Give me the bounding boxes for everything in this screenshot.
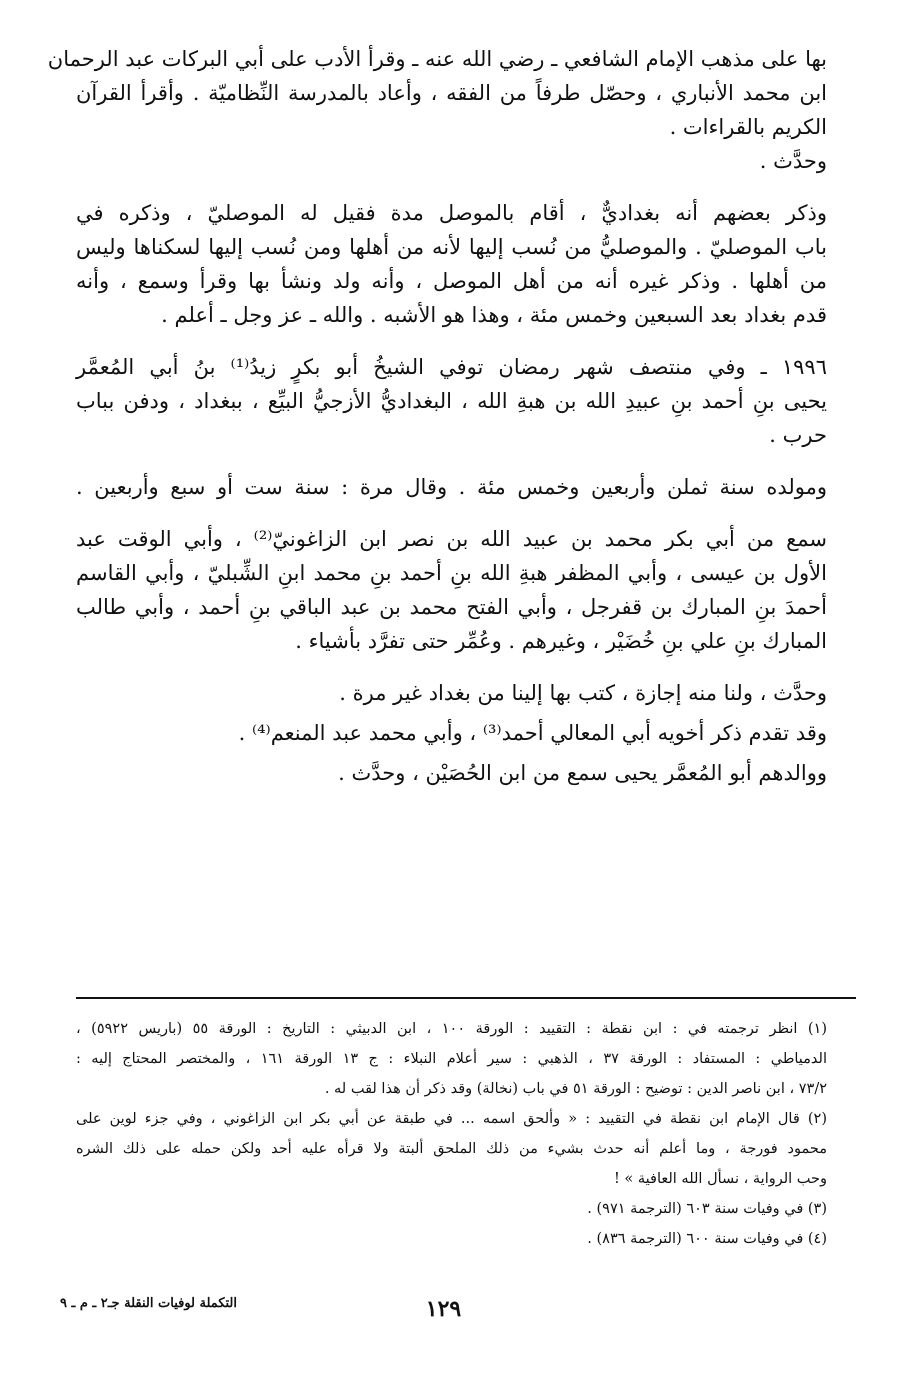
text-line: سمع من أبي بكر محمد بن عبيد الله بن نصر ابن الزاغونيّ⁽²⁾ ، وأبي الوقت عبد — [76, 527, 828, 551]
running-title: التكملة لوفيات النقلة جـ٢ ـ م ـ ٩ — [60, 1296, 237, 1311]
text-line: وذكر بعضهم أنه بغداديٌّ ، أقام بالموصل مدة فقيل له الموصليّ ، وذكره في — [76, 201, 827, 225]
paragraph-1 — [47, 42, 827, 178]
text-line: من أهلها . وذكر غيره أنه من أهل الموصل ، وأنه ولد ونشأ بها وقرأ وسمع ، وأنه — [76, 269, 827, 293]
text-line: بها على مذهب الإمام الشافعي ـ رضي الله عنه ـ وقرأ الأدب على أبي البركات عبد الرحمان — [47, 47, 827, 71]
text-line: حرب . — [769, 423, 827, 447]
text-line: باب الموصليّ . والموصليُّ من نُسب إليها لأنه من أهلها ومن نُسب إليها لسكناها وليس — [76, 235, 827, 259]
footnote-line: محمود فورجة ، وما أعلم أنه حدث بشيء من ذلك الملحق ألبتة ولا قرأه عليه أحد ولكن حمله على ذلك الشره — [76, 1141, 827, 1157]
text-line: وقد تقدم ذكر أخويه أبي المعالي أحمد⁽³⁾ ، وأبي محمد عبد المنعم⁽⁴⁾ . — [238, 721, 827, 745]
footnote-line: (٣) في وفيات سنة ٦٠٣ (الترجمة ٩٧١) . — [587, 1201, 827, 1217]
text-line: وحدَّث . — [759, 149, 827, 173]
text-line: يحيى بنِ أحمد بنِ عبيدِ الله بن هبةِ الله ، البغداديُّ الأزجيُّ البيِّع ، ببغداد ، ودفن بباب — [76, 389, 827, 413]
paragraph-father — [76, 756, 827, 790]
footnote-separator — [76, 997, 856, 999]
text-line: الكريم بالقراءات . — [669, 115, 827, 139]
text-line: قدم بغداد بعد السبعين وخمس مئة ، وهذا هو الأشبه . والله ـ عز وجل ـ أعلم . — [161, 303, 827, 327]
text-line: المبارك بنِ علي بنِ خُضَيْر ، وغيرهم . وعُمِّر حتى تفرَّد بأشياء . — [295, 629, 827, 653]
entry-1996 — [76, 350, 827, 452]
text-line: ابن محمد الأنباري ، وحصّل طرفاً من الفقه ، وأعاد بالمدرسة النِّظاميّة . وأقرأ القرآن — [76, 81, 827, 105]
footnote-line: ٧٣/٢ ، ابن ناصر الدين : توضيح : الورقة ٥١ في باب (نخالة) وقد ذكر أن هذا لقب له . — [324, 1081, 827, 1097]
text-line: الأول بن عيسى ، وأبي المظفر هبةِ الله بنِ أحمد بنِ محمد ابنِ الشِّبليّ ، وأبي القاسم — [76, 561, 827, 585]
main-text — [47, 42, 828, 790]
paragraph-birth — [76, 470, 827, 504]
footnote-3 — [76, 1194, 827, 1224]
paragraph-brothers — [76, 716, 827, 750]
text-line: أحمدَ بنِ المبارك بن قفرجل ، وأبي الفتح محمد بن عبد الباقي بنِ أحمد ، وأبي طالب — [76, 595, 827, 619]
footnote-line: الدمياطي : المستفاد : الورقة ٣٧ ، الذهبي : سير أعلام النبلاء : ج ١٣ الورقة ١٦١ ، والمختصر المحتاج إليه : — [76, 1051, 827, 1067]
page-number: ١٢٩ — [425, 1296, 462, 1322]
footnote-line: وحب الرواية ، نسأل الله العافية » ! — [613, 1171, 827, 1187]
page-footer — [60, 1296, 827, 1326]
footnote-1 — [76, 1014, 827, 1104]
footnote-line: (٢) قال الإمام ابن نقطة في التقييد : « وألحق اسمه ... في طبقة عن أبي بكر ابن الزاغوني ، وفي جزء لوين على — [76, 1111, 827, 1127]
footnote-2 — [76, 1104, 827, 1194]
paragraph-teachers — [76, 522, 827, 658]
paragraph-ijaza — [76, 676, 827, 710]
paragraph-2 — [76, 196, 827, 332]
text-line: ومولده سنة ثملن وأربعين وخمس مئة . وقال مرة : سنة ست أو سبع وأربعين . — [76, 475, 827, 499]
footnote-line: (١) انظر ترجمته في : ابن نقطة : التقييد : الورقة ١٠٠ ، ابن الدبيثي : التاريخ : الورقة ٥٥ (باريس ٥٩٢٢) ، — [76, 1021, 828, 1037]
footnote-4 — [76, 1224, 827, 1254]
footnote-line: (٤) في وفيات سنة ٦٠٠ (الترجمة ٨٣٦) . — [587, 1231, 827, 1247]
text-line: ووالدهم أبو المُعمَّر يحيى سمع من ابن الحُصَيْن ، وحدَّث . — [338, 761, 827, 785]
entry-heading-line: ١٩٩٦ ـ وفي منتصف شهر رمضان توفي الشيخُ أبو بكرٍ زيدُ⁽¹⁾ بنُ أبي المُعمَّر — [76, 355, 827, 379]
text-line: وحدَّث ، ولنا منه إجازة ، كتب بها إلينا من بغداد غير مرة . — [339, 681, 827, 705]
footnotes — [76, 1014, 827, 1254]
